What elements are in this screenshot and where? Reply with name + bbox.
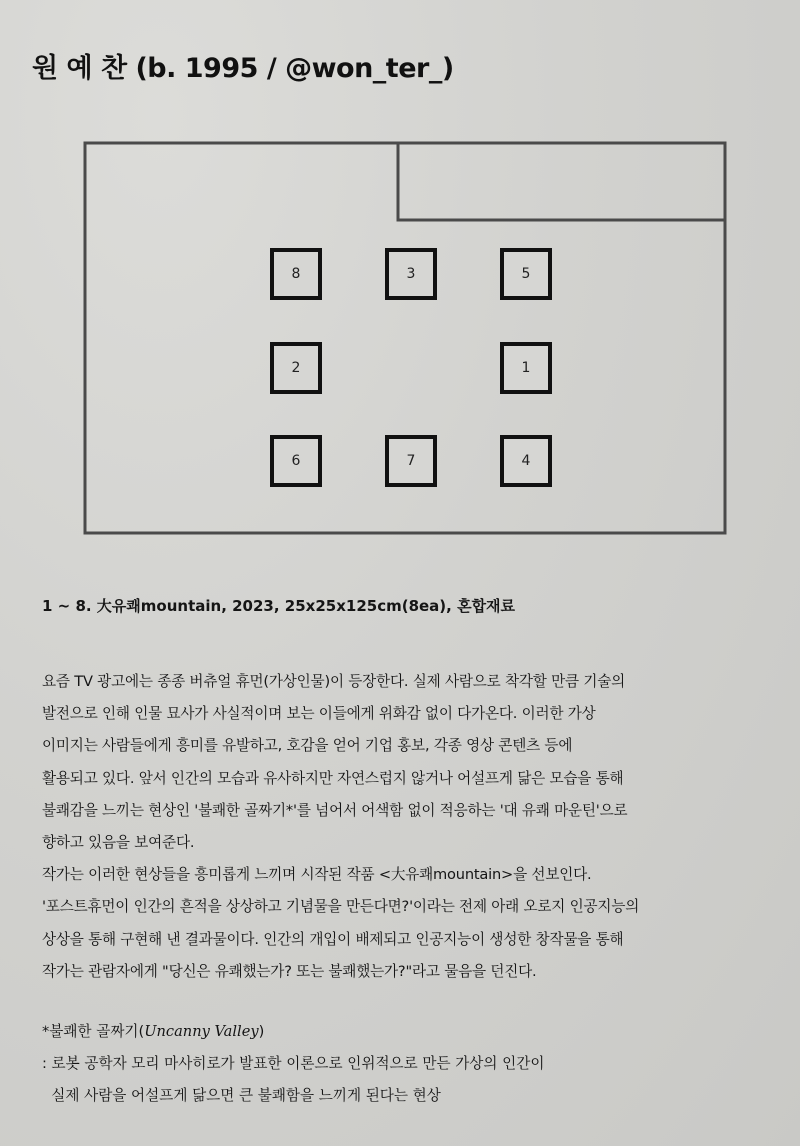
paragraph-line: 작가는 관람자에게 "당신은 유쾌했는가? 또는 불쾌했는가?"라고 물음을 던진다. xyxy=(42,962,537,980)
paragraph-line: 상상을 통해 구현해 낸 결과물이다. 인간의 개입이 배제되고 인공지능이 생성한 창작물을 통해 xyxy=(42,930,624,948)
artwork-number-8: 8 xyxy=(291,266,301,282)
footnote-line: : 로봇 공학자 모리 마사히로가 발표한 이론으로 인위적으로 만든 가상의 인간이 xyxy=(42,1055,545,1072)
paragraph-line: 불쾌감을 느끼는 현상인 '불쾌한 골짜기*'를 넘어서 어색함 없이 적응하는 '대 유쾌 마운틴'으로 xyxy=(42,801,628,819)
paragraph-line: 이미지는 사람들에게 흥미를 유발하고, 호감을 얻어 기업 홍보, 각종 영상 콘텐츠 등에 xyxy=(42,737,573,755)
artwork-number-7: 7 xyxy=(406,453,416,469)
footnote-term xyxy=(42,1016,782,1048)
footnote-term-ko: *불쾌한 골짜기( xyxy=(42,1023,145,1040)
artist-title: 원 예 찬 (b. 1995 / @won_ter_) xyxy=(32,53,454,84)
paragraph-line: '포스트휴먼이 인간의 흔적을 상상하고 기념물을 만든다면?'이라는 전제 아래 오로지 인공지능의 xyxy=(42,898,640,916)
paragraph-line: 활용되고 있다. 앞서 인간의 모습과 유사하지만 자연스럽지 않거나 어설프게 닮은 모습을 통해 xyxy=(42,769,624,787)
footnote-term-close: ) xyxy=(258,1023,265,1040)
artwork-number-6: 6 xyxy=(291,453,301,469)
footnote-term-en: Uncanny Valley xyxy=(144,1023,259,1040)
footnote xyxy=(42,1016,782,1112)
artwork-number-4: 4 xyxy=(521,453,531,469)
footnote-line: 실제 사람을 어설프게 닮으면 큰 불쾌함을 느끼게 된다는 현상 xyxy=(42,1087,441,1104)
artwork-description xyxy=(42,666,782,988)
room-partition xyxy=(398,143,725,220)
paragraph-line: 향하고 있음을 보여준다. xyxy=(42,834,195,852)
artwork-number-1: 1 xyxy=(521,360,531,376)
artwork-number-5: 5 xyxy=(521,266,531,282)
floor-plan xyxy=(0,0,800,560)
paragraph-line: 작가는 이러한 현상들을 흥미롭게 느끼며 시작된 작품 <大유쾌mountain>을 선보인다. xyxy=(42,866,592,884)
artwork-number-3: 3 xyxy=(406,266,416,282)
artwork-caption: 1 ~ 8. 大유쾌mountain, 2023, 25x25x125cm(8ea), 혼합재료 xyxy=(42,597,516,615)
paragraph-line: 발전으로 인해 인물 묘사가 사실적이며 보는 이들에게 위화감 없이 다가온다. 이러한 가상 xyxy=(42,705,596,723)
artwork-number-2: 2 xyxy=(291,360,301,376)
paragraph-line: 요즘 TV 광고에는 종종 버츄얼 휴먼(가상인물)이 등장한다. 실제 사람으로 착각할 만큼 기술의 xyxy=(42,673,626,690)
